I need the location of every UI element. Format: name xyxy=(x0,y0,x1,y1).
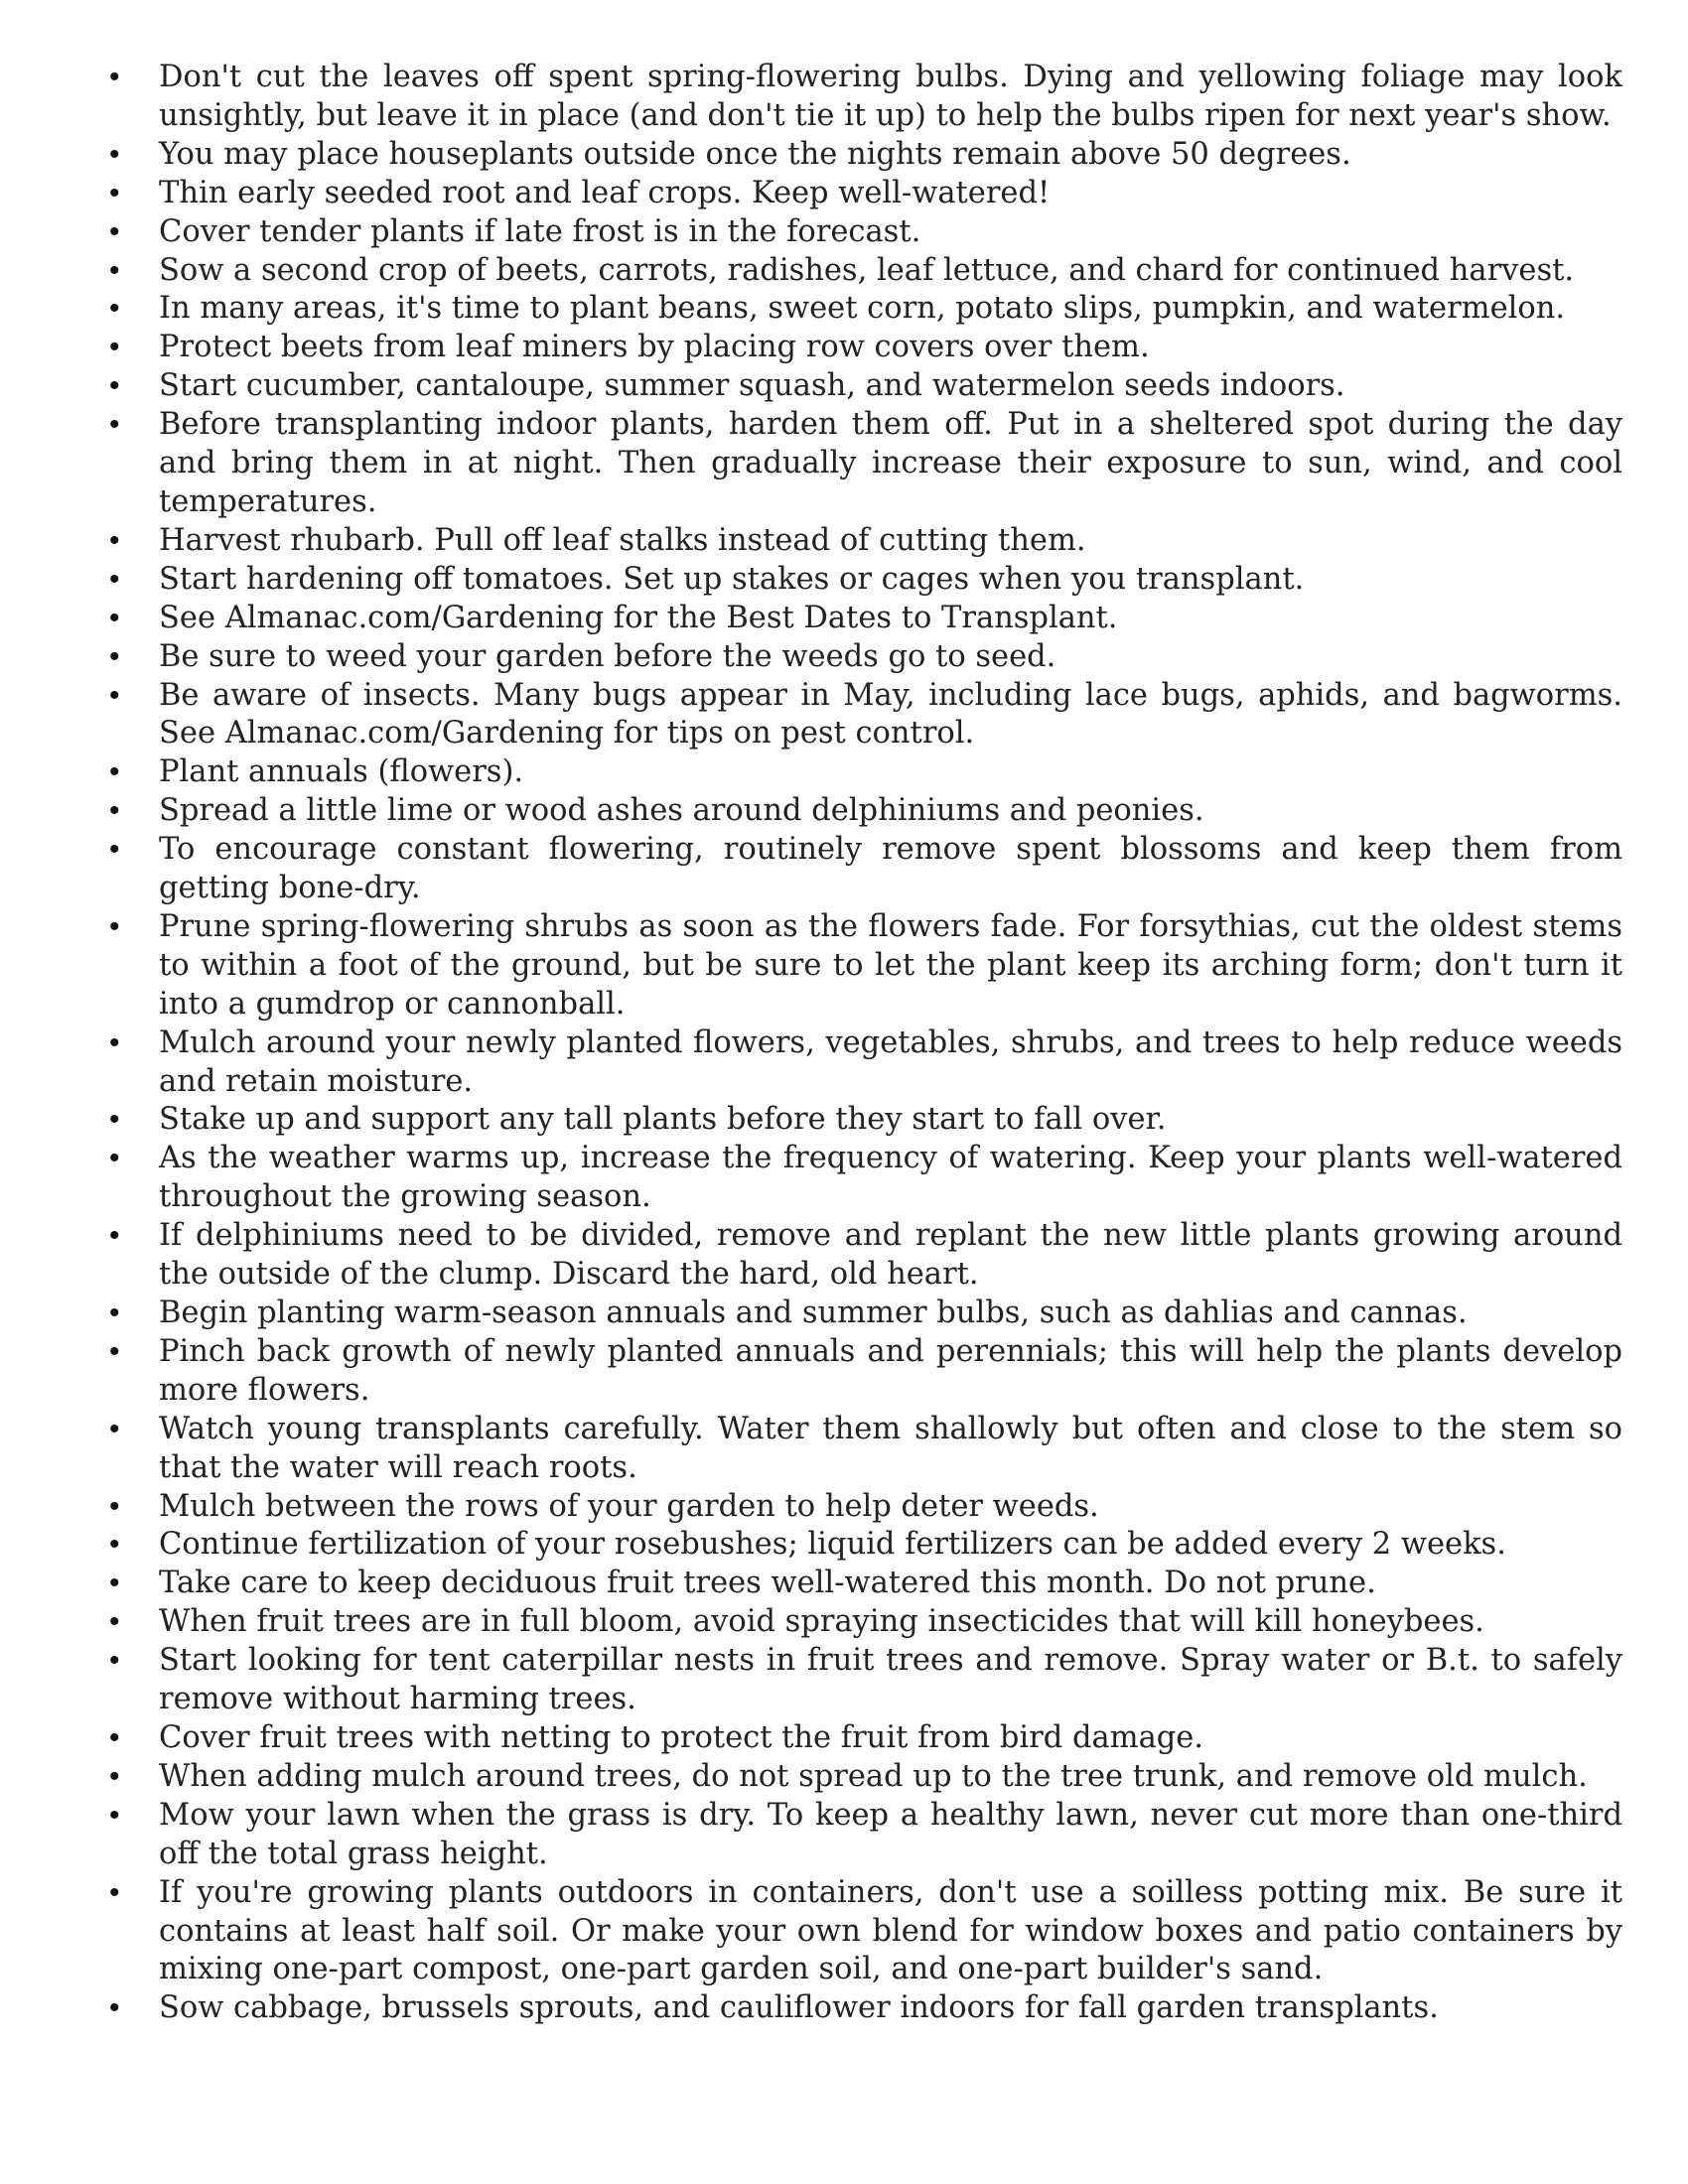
bullet-icon: • xyxy=(109,1644,120,1678)
list-item-text: Pinch back growth of newly planted annuals and perennials; this will help the plants develop more flowers. xyxy=(159,1333,1622,1408)
list-item-text: Prune spring-flowering shrubs as soon as the flowers fade. For forsythias, cut the oldest stems to within a foot of the ground, but be sure to let the plant keep its arching form; don't turn it into a gumdrop or cannonball. xyxy=(159,908,1622,1022)
list-item-text: Mulch between the rows of your garden to help deter weeds. xyxy=(159,1488,1099,1524)
bullet-icon: • xyxy=(109,755,120,789)
list-item-text: Start hardening off tomatoes. Set up stakes or cages when you transplant. xyxy=(159,561,1305,597)
list-item-text: Cover tender plants if late frost is in the forecast. xyxy=(159,213,921,249)
list-item xyxy=(109,600,1622,638)
list-item xyxy=(109,1642,1622,1719)
list-item xyxy=(109,136,1622,175)
list-item xyxy=(109,1603,1622,1642)
bullet-icon: • xyxy=(109,1334,120,1368)
bullet-icon: • xyxy=(109,1412,120,1445)
list-item-text: Stake up and support any tall plants before they start to fall over. xyxy=(159,1102,1167,1138)
list-item xyxy=(109,831,1622,908)
list-item xyxy=(109,1295,1622,1333)
bullet-icon: • xyxy=(109,1219,120,1253)
list-item xyxy=(109,1797,1622,1874)
list-item-text: Start cucumber, cantaloupe, summer squash, and watermelon seeds indoors. xyxy=(159,368,1345,404)
bullet-icon: • xyxy=(109,214,120,248)
list-item xyxy=(109,175,1622,213)
bullet-icon: • xyxy=(109,833,120,867)
list-item xyxy=(109,252,1622,291)
list-item-text: Start looking for tent caterpillar nests in fruit trees and remove. Spray water or B.t. to safely remove without harming trees. xyxy=(159,1643,1622,1717)
list-item-text: Before transplanting indoor plants, harden them off. Put in a sheltered spot during the day and bring them in at night. Then gradually increase their exposure to sun, wind, and cool temperatures. xyxy=(159,407,1622,519)
list-item-text: Be aware of insects. Many bugs appear in May, including lace bugs, aphids, and bagworms. See Almanac.com/Gardening for tips on pest control. xyxy=(159,677,1622,751)
list-item-text: Sow cabbage, brussels sprouts, and cauliflower indoors for fall garden transplants. xyxy=(159,1990,1439,2026)
bullet-icon: • xyxy=(109,292,120,326)
list-item xyxy=(109,59,1622,136)
list-item xyxy=(109,1526,1622,1565)
list-item-text: Continue fertilization of your rosebushes; liquid fertilizers can be added every 2 weeks. xyxy=(159,1527,1506,1563)
list-item-text: As the weather warms up, increase the frequency of watering. Keep your plants well-watered throughout the growing season. xyxy=(159,1141,1622,1215)
list-item-text: Sow a second crop of beets, carrots, radishes, leaf lettuce, and chard for continued harvest. xyxy=(159,252,1575,288)
bullet-icon: • xyxy=(109,253,120,287)
list-item xyxy=(109,1024,1622,1102)
list-item-text: Thin early seeded root and leaf crops. Keep well-watered! xyxy=(159,175,1051,210)
bullet-icon: • xyxy=(109,523,120,557)
bullet-icon: • xyxy=(109,1489,120,1523)
bullet-icon: • xyxy=(109,678,120,712)
list-item xyxy=(109,406,1622,522)
list-item-text: Spread a little lime or wood ashes around delphiniums and peonies. xyxy=(159,793,1204,829)
list-item-text: When fruit trees are in full bloom, avoid spraying insecticides that will kill honeybees. xyxy=(159,1604,1484,1640)
list-item xyxy=(109,367,1622,406)
bullet-icon: • xyxy=(109,1875,120,1909)
bullet-icon: • xyxy=(109,331,120,364)
list-item xyxy=(109,1758,1622,1797)
list-item xyxy=(109,522,1622,561)
list-item xyxy=(109,1140,1622,1217)
list-item xyxy=(109,638,1622,677)
list-item xyxy=(109,753,1622,792)
bullet-icon: • xyxy=(109,1567,120,1600)
gardening-tips-list xyxy=(109,59,1622,2028)
bullet-icon: • xyxy=(109,1991,120,2025)
list-item xyxy=(109,329,1622,367)
list-item-text: Mulch around your newly planted flowers, vegetables, shrubs, and trees to help reduce weeds and retain moisture. xyxy=(159,1024,1622,1099)
list-item xyxy=(109,792,1622,831)
bullet-icon: • xyxy=(109,408,120,442)
bullet-icon: • xyxy=(109,1103,120,1137)
list-item-text: See Almanac.com/Gardening for the Best Dates to Transplant. xyxy=(159,600,1118,635)
list-item xyxy=(109,1217,1622,1295)
list-item xyxy=(109,908,1622,1024)
bullet-icon: • xyxy=(109,1605,120,1639)
bullet-icon: • xyxy=(109,1025,120,1059)
bullet-icon: • xyxy=(109,601,120,634)
list-item-text: Plant annuals (flowers). xyxy=(159,754,524,790)
bullet-icon: • xyxy=(109,909,120,943)
list-item xyxy=(109,1101,1622,1140)
bullet-icon: • xyxy=(109,176,120,209)
list-item-text: Harvest rhubarb. Pull off leaf stalks instead of cutting them. xyxy=(159,522,1086,558)
bullet-icon: • xyxy=(109,1759,120,1793)
list-item-text: If delphiniums need to be divided, remove and replant the new little plants growing around the outside of the clump. Discard the hard, old heart. xyxy=(159,1218,1622,1293)
list-item-text: Begin planting warm-season annuals and summer bulbs, such as dahlias and cannas. xyxy=(159,1296,1468,1330)
bullet-icon: • xyxy=(109,1142,120,1175)
list-item xyxy=(109,290,1622,329)
bullet-icon: • xyxy=(109,639,120,673)
list-item xyxy=(109,1719,1622,1758)
list-item xyxy=(109,1333,1622,1411)
list-item xyxy=(109,1874,1622,1990)
list-item xyxy=(109,1488,1622,1527)
list-item xyxy=(109,1565,1622,1603)
bullet-icon: • xyxy=(109,61,120,93)
list-item-text: You may place houseplants outside once the nights remain above 50 degrees. xyxy=(159,136,1351,172)
bullet-icon: • xyxy=(109,562,120,596)
list-item xyxy=(109,1989,1622,2028)
list-item-text: Protect beets from leaf miners by placing row covers over them. xyxy=(159,330,1150,365)
list-item-text: Take care to keep deciduous fruit trees well-watered this month. Do not prune. xyxy=(159,1566,1376,1601)
bullet-icon: • xyxy=(109,137,120,171)
bullet-icon: • xyxy=(109,794,120,828)
list-item-text: To encourage constant flowering, routinely remove spent blossoms and keep them from getting bone-dry. xyxy=(159,832,1622,906)
list-item-text: When adding mulch around trees, do not spread up to the tree trunk, and remove old mulch. xyxy=(159,1758,1588,1794)
bullet-icon: • xyxy=(109,1798,120,1832)
list-item xyxy=(109,1411,1622,1488)
list-item-text: Don't cut the leaves off spent spring-flowering bulbs. Dying and yellowing foliage may look unsightly, but leave it in place (and don't tie it up) to help the bulbs ripen for next year's show. xyxy=(159,60,1622,133)
list-item-text: In many areas, it's time to plant beans, sweet corn, potato slips, pumpkin, and watermelon. xyxy=(159,291,1566,327)
list-item xyxy=(109,213,1622,252)
bullet-icon: • xyxy=(109,1720,120,1754)
bullet-icon: • xyxy=(109,1528,120,1562)
list-item-text: Mow your lawn when the grass is dry. To keep a healthy lawn, never cut more than one-third off the total grass height. xyxy=(159,1797,1622,1871)
bullet-icon: • xyxy=(109,369,120,403)
list-item-text: If you're growing plants outdoors in containers, don't use a soilless potting mix. Be sure it contains at least half soil. Or make your own blend for window boxes and patio containers by mixing one-part compost, one-part garden soil, and one-part builder's sand. xyxy=(159,1874,1622,1987)
list-item xyxy=(109,677,1622,754)
list-item-text: Cover fruit trees with netting to protect the fruit from bird damage. xyxy=(159,1719,1204,1755)
list-item xyxy=(109,561,1622,600)
list-item-text: Be sure to weed your garden before the weeds go to seed. xyxy=(159,638,1056,674)
bullet-icon: • xyxy=(109,1297,120,1329)
list-item-text: Watch young transplants carefully. Water them shallowly but often and close to the stem so that the water will reach roots. xyxy=(159,1411,1622,1485)
